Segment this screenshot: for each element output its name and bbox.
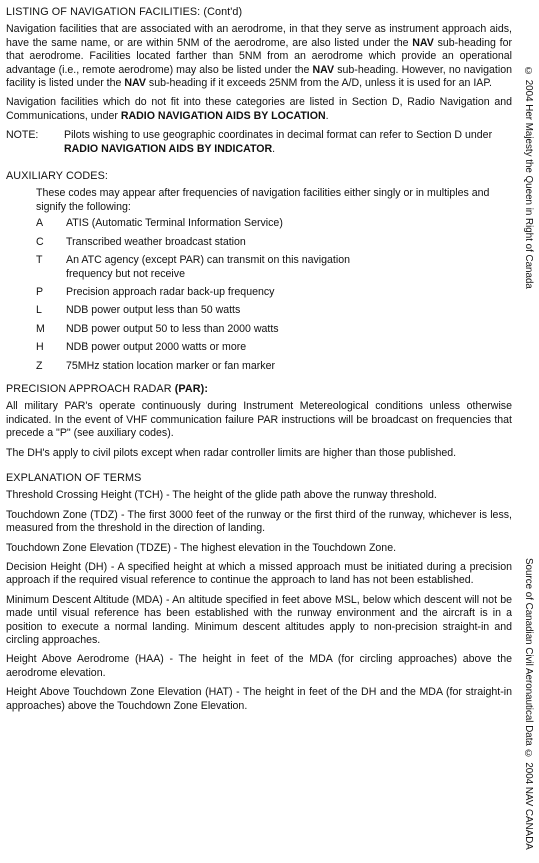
aux-code-desc: Transcribed weather broadcast station xyxy=(66,235,246,248)
aux-code-row xyxy=(36,286,512,299)
aux-code-row xyxy=(36,360,512,373)
source-margin-note: Source of Canadian Civil Aeronautical Data © 2004 NAV CANADA xyxy=(523,558,534,850)
par-heading: PRECISION APPROACH RADAR (PAR): xyxy=(6,382,209,395)
par-paragraph-2: The DH's apply to civil pilots except when radar controller limits are higher than those published. xyxy=(6,446,457,459)
aux-code-row xyxy=(36,323,512,336)
aux-code: H xyxy=(36,341,44,354)
aux-code-desc: 75MHz station location marker or fan marker xyxy=(66,359,276,372)
par-paragraph-1: All military PAR's operate continuously during Instrument Metereological conditions unless otherwise indicated. In the event of VHF communication failure PAR instructions will be broadcast on frequencies that precede a "P" (see auxiliary codes). xyxy=(6,400,512,440)
aux-code: A xyxy=(36,217,44,230)
aux-code-desc: NDB power output 2000 watts or more xyxy=(66,341,247,354)
listing-heading: LISTING OF NAVIGATION FACILITIES: (Cont'd) xyxy=(6,6,243,18)
aux-code: P xyxy=(36,285,44,298)
aux-heading: AUXILIARY CODES: xyxy=(6,170,109,183)
copyright-margin-note: © 2004 Her Majesty the Queen in Right of Canada xyxy=(523,66,534,289)
aux-intro: These codes may appear after frequencies of navigation facilities either singly or in multiples and signify the following: xyxy=(36,187,490,213)
term-definition: Decision Height (DH) - A specified height at which a missed approach must be initiated during a precision approach if the required visual reference to continue the approach to land has not been established. xyxy=(6,561,512,587)
aux-code-list xyxy=(36,217,512,373)
aux-code-row xyxy=(36,304,512,317)
aux-code: T xyxy=(36,254,43,267)
aux-code: M xyxy=(36,322,45,335)
terms-heading: EXPLANATION OF TERMS xyxy=(6,471,142,484)
aux-code-desc: NDB power output less than 50 watts xyxy=(66,304,241,317)
listing-note xyxy=(6,129,512,156)
term-definition: Height Above Aerodrome (HAA) - The height in feet of the MDA (for circling approaches) above the aerodrome elevation. xyxy=(6,653,512,679)
aux-code-row xyxy=(36,217,512,230)
aux-code-desc: NDB power output 50 to less than 2000 watts xyxy=(66,322,279,335)
aux-code-desc: ATIS (Automatic Terminal Information Service) xyxy=(66,217,283,230)
aux-code: C xyxy=(36,235,44,248)
note-label: NOTE: xyxy=(6,129,39,142)
aux-code-row xyxy=(36,236,512,249)
aux-code-row xyxy=(36,254,512,281)
term-definition: Threshold Crossing Height (TCH) - The height of the glide path above the runway threshold. xyxy=(6,489,437,502)
term-definition: Touchdown Zone Elevation (TDZE) - The highest elevation in the Touchdown Zone. xyxy=(6,541,397,554)
note-text: Pilots wishing to use geographic coordinates in decimal format can refer to Section D under RADIO NAVIGATION AIDS BY INDICATOR. xyxy=(64,129,493,155)
term-definition: Height Above Touchdown Zone Elevation (HAT) - The height in feet of the DH and the MDA (for straight-in approaches) above the Touchdown Zone Elevation. xyxy=(6,686,512,712)
aux-code-desc: Precision approach radar back-up frequency xyxy=(66,285,275,298)
aux-code-desc: An ATC agency (except PAR) can transmit on this navigation frequency but not receive xyxy=(66,254,351,280)
aux-code: L xyxy=(36,304,42,317)
term-definition: Minimum Descent Altitude (MDA) - An altitude specified in feet above MSL, below which descent will not be made until visual reference has been established with the runway environment and the aircraft is in a position to execute a normal landing. Minimum descent altitudes apply to non-precision straight-in and circling approaches. xyxy=(6,593,512,647)
aux-code-row xyxy=(36,341,512,354)
listing-paragraph-1: Navigation facilities that are associated with an aerodrome, in that they serve as instrument approach aids, have the same name, or are within 5NM of the aerodrome, are also listed under the NAV sub-heading for that aerodrome. Facilities located farther than 5NM from an aerodrome which provide an operational advantage (i.e., remote aerodrome) may also be listed under the NAV sub-heading. However, no navigation facility is listed under the NAV sub-heading if it exceeds 25NM from the A/D, unless it is used for an IAP. xyxy=(6,23,512,90)
aux-code: Z xyxy=(36,359,43,372)
document-page xyxy=(6,6,512,719)
listing-paragraph-2: Navigation facilities which do not fit into these categories are listed in Section D, Radio Navigation and Communications, under RADIO NAVIGATION AIDS BY LOCATION. xyxy=(6,96,512,122)
term-definition: Touchdown Zone (TDZ) - The first 3000 feet of the runway or the first third of the runway, whichever is less, measured from the threshold in the direction of landing. xyxy=(6,508,512,535)
